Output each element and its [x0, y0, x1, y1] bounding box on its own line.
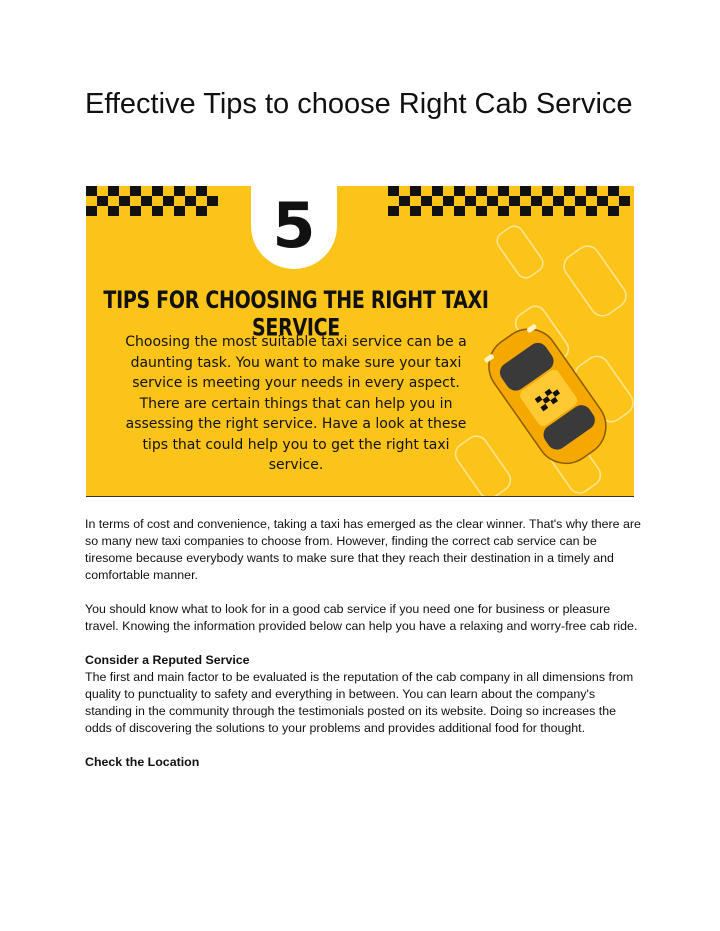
page-title: Effective Tips to choose Right Cab Service — [85, 88, 633, 120]
section-check-location — [85, 754, 641, 771]
section-body: The first and main factor to be evaluated is the reputation of the cab company in all dimensions from quality to punctuality to safety and everything in between. You can learn about the company's standing in the community through the testimonials posted on its website. Doing so increases the odds of discovering the solutions to your problems and provides additional food for thought. — [85, 670, 634, 735]
hero-banner — [86, 186, 634, 497]
section-heading: Check the Location — [85, 755, 200, 769]
article-body — [85, 516, 641, 788]
section-heading: Consider a Reputed Service — [85, 653, 250, 667]
paragraph: You should know what to look for in a good cab service if you need one for business or pleasure travel. Knowing the information provided below can help you have a relaxing and worry-free cab ride. — [85, 602, 638, 633]
hero-heading: TIPS FOR CHOOSING THE RIGHT TAXI SERVICE — [103, 286, 489, 342]
paragraph: In terms of cost and convenience, taking a taxi has emerged as the clear winner. That's why there are so many new taxi companies to choose from. However, finding the correct cab service can be tiresome because everybody wants to make sure that they reach their destination in a timely and comfortable manner. — [85, 517, 641, 582]
hero-body: Choosing the most suitable taxi service can be a daunting task. You want to make sure your taxi service is meeting your needs in every aspect. There are certain things that can help you in assessing the right service. Have a look at these tips that could help you to get the right taxi service. — [125, 334, 467, 473]
checkered-band-left — [86, 186, 218, 216]
hero-number: 5 — [272, 189, 316, 262]
checkered-band-right — [388, 186, 630, 216]
section-reputed-service — [85, 652, 641, 737]
